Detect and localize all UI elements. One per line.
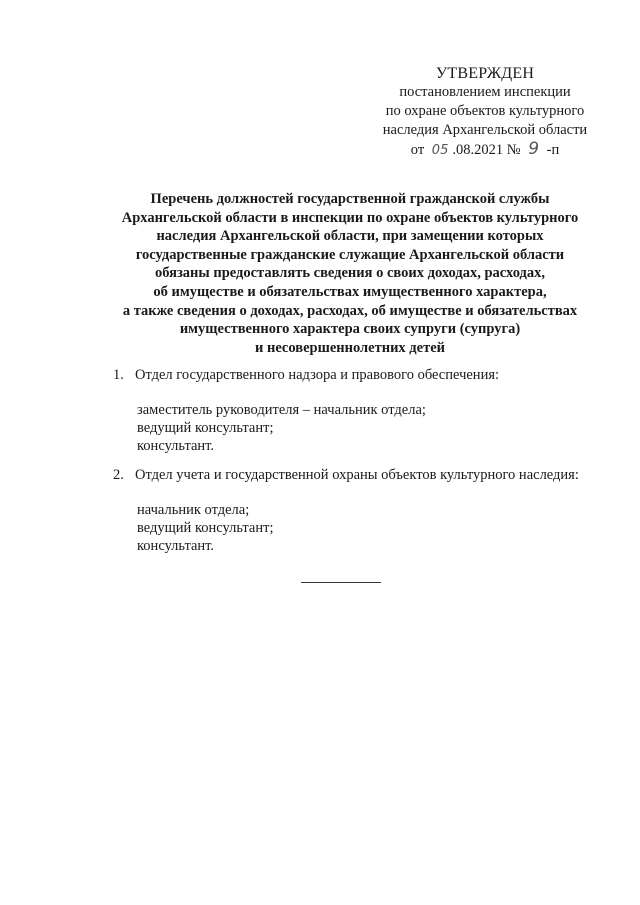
doc-suffix: -п [546,142,560,158]
approval-line-1: постановлением инспекции [399,84,571,100]
list-item: консультант. [137,438,215,454]
positions-list [113,501,579,555]
date-prefix: от [410,142,425,158]
section-title-text: Отдел государственного надзора и правового обеспечения: [135,367,500,383]
section-1 [113,366,499,455]
section-number: 2. [113,467,124,483]
approval-date-line [320,140,640,160]
heading-line: Архангельской области в инспекции по охране объектов культурного [121,209,579,226]
approval-title: УТВЕРЖДЕН [435,65,535,82]
heading-line: и несовершеннолетних детей [254,339,445,356]
heading-line: имущественного характера своих супруги (супруга) [179,321,521,338]
list-item: заместитель руководителя – начальник отдела; [137,402,426,418]
section-title [113,366,499,384]
list-item: консультант. [137,538,215,554]
positions-list [113,401,499,455]
section-title [113,466,579,484]
heading-line: обязаны предоставлять сведения о своих доходах, расходах, [155,265,545,282]
list-item: ведущий консультант; [137,520,274,536]
heading-line: государственные гражданские служащие Архангельской области [135,246,565,263]
heading-line: Перечень должностей государственной гражданской службы [150,191,550,207]
heading-line: а также сведения о доходах, расходах, об имуществе и обязательствах [122,302,578,319]
section-2 [113,466,579,555]
date-day-handwritten: 05 [431,143,449,158]
section-number: 1. [113,367,124,383]
list-item: начальник отдела; [137,502,250,518]
approval-block [320,64,640,160]
list-item: ведущий консультант; [137,420,274,436]
section-title-text: Отдел учета и государственной охраны объектов культурного наследия: [135,467,579,483]
approval-line-3: наследия Архангельской области [382,122,588,138]
document-heading [100,190,600,357]
heading-line: наследия Архангельской области, при замещении которых [156,228,544,245]
date-rest: .08.2021 № [452,142,521,158]
heading-line: об имуществе и обязательствах имущественного характера, [153,283,547,300]
doc-number-handwritten: 9 [528,139,540,159]
closing-divider [301,582,381,584]
approval-line-2: по охране объектов культурного [385,103,585,119]
